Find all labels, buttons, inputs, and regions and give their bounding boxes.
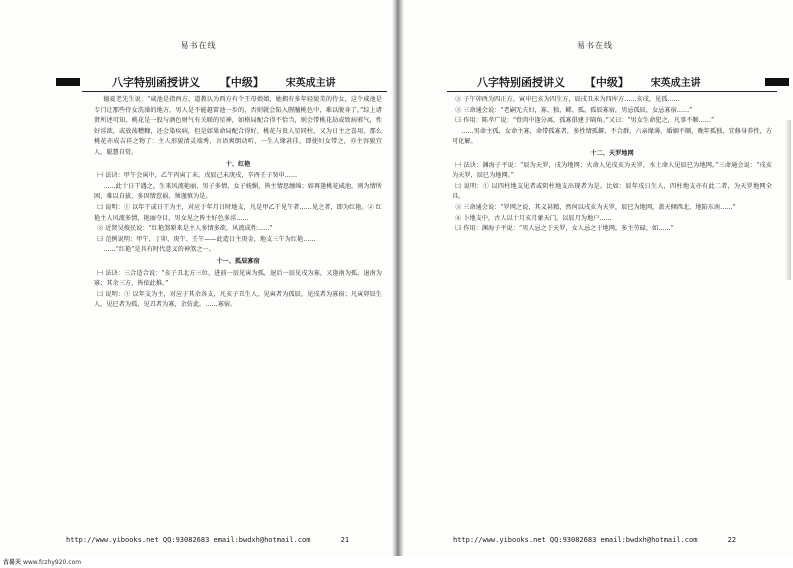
paragraph: ㈡ 说明：① 以四柱地支见者或阴柱地支出现者为是。比如：辰年戌日生人，四柱地支亦有此二者，为天罗地网全具。 bbox=[452, 182, 772, 201]
paragraph: ③ 子午卯酉为四正方，寅申巳亥为四生方，辰戌丑未为四库方……亥戌，见孤…… bbox=[455, 96, 680, 103]
level-label: 【中级】 bbox=[219, 76, 264, 89]
body-text bbox=[452, 95, 772, 235]
page-number: 21 bbox=[340, 536, 350, 544]
site-watermark bbox=[3, 557, 81, 566]
paragraph: 德夏老先生说：“咸池是指酉方，道教认为西方有个王母娘娘，她拥有多年轻貌美的侍女，这个咸池是专门让那些侍女洗澡的地方，男人是不能越雷池一步的，否则就会陷入腥膻桃色中，难以脱身了。”综上诸贤所述可知，桃花是一股与酒色财气有关联的星神，如格局配合得不恰当，则会带桃花劫或致病邪气，性好淫欲，或放荡糟糠，还会染疾病，但是如果命局配合得好，桃花与贵人星同柱，又为日主之喜用，那么桃花亦成吉祥之物了：主人形貌清灵端秀，言语爽朗动听，一生人缘甚佳，即使妇女带之，亦主容貌宜人，聪慧自赏。 bbox=[94, 96, 382, 156]
paragraph: ③ 近贤吴俊民说：“红艳煞原来是主人多情多欲，风流成性……” bbox=[97, 225, 273, 233]
paragraph: ④ 卜地支中，古人以十月亥月象天门，以辰月为地户…… bbox=[455, 214, 612, 222]
footer-url: http://www.yibooks.net QQ:93082683 email:bwdxh@hotmail.com bbox=[453, 536, 698, 544]
page-number: 22 bbox=[727, 536, 737, 544]
page-header: 易书在线 bbox=[180, 41, 217, 50]
paragraph: ㈠ 法诀：甲午会寅中，乙午丙寅丁未，戊辰己未庚戌，辛酉壬子癸申…… bbox=[97, 172, 298, 180]
right-page bbox=[397, 0, 793, 556]
page-footer bbox=[453, 536, 736, 544]
watermark-logo: 古易天 bbox=[3, 559, 22, 566]
level-label: 【中级】 bbox=[584, 76, 629, 89]
title-accent-bar bbox=[56, 78, 80, 86]
author-label: 宋英成主讲 bbox=[650, 78, 701, 89]
paragraph: ㈠ 法诀：三合适合说：“亥子丑北方三位，进前一辰见寅为孤，退后一辰见戌为寡，又逢南为孤，退南为寡；其余三方，皆依此推。” bbox=[94, 269, 382, 288]
author-label: 宋英成主讲 bbox=[285, 78, 336, 89]
paragraph: ……“红艳”是具有时代意义的神煞之一。 bbox=[103, 246, 215, 254]
scan-shadow bbox=[785, 120, 791, 280]
paragraph: ㈢ 范例说明：甲午、丁卯、庚午、壬午——此造日主庚金，地支三午为红艳…… bbox=[97, 235, 316, 243]
paragraph: ③ 三命通会说：“老嗣无夫妇，寡、独、鳏、孤。孤辰寡宿，男忌孤辰，女忌寡宿……” bbox=[455, 106, 693, 114]
paragraph: ③ 三命通会说：“罗网之说，其义甚精，然何以戌亥为天罗，辰巳为地网，盖天倾西北，地陷东南……” bbox=[455, 203, 736, 211]
lecture-title: 八字特别函授讲义 bbox=[112, 76, 200, 89]
watermark-url: www.fczhy920.com bbox=[22, 559, 82, 566]
lecture-title: 八字特别函授讲义 bbox=[477, 76, 565, 89]
paragraph: ㈠ 法诀：渊海子平说：“辰为天罗，戌为地网；火命人见戌亥为天罗，水土命人见辰巳为地网。”三命通会说：“戌亥为天罗，辰巳为地网。” bbox=[452, 161, 772, 180]
footer-url: http://www.yibooks.net QQ:93082683 email:bwdxh@hotmail.com bbox=[66, 536, 311, 544]
paragraph: ……男命主孤，女命主寡，命带孤寡者，多性情孤僻，不合群，六亲缘薄，婚姻不顺，晚年孤独，宜修身养性，方可化解。 bbox=[452, 127, 772, 146]
paragraph: ㈡ 说明：① 以年支为主，对应于其余各支，凡亥子丑生人，见寅者为孤辰，见戌者为寡宿；凡寅卯辰生人，见巳者为孤，见丑者为寡，余仿此。……寡宿。 bbox=[94, 290, 382, 309]
title-bar bbox=[447, 74, 777, 92]
page-header: 易书在线 bbox=[577, 41, 613, 50]
page-footer bbox=[66, 536, 349, 544]
section-heading: 十、红艳 bbox=[225, 160, 251, 168]
section-heading: 十一、孤辰寡宿 bbox=[216, 257, 260, 265]
left-page bbox=[0, 0, 397, 556]
section-heading: 十二、天罗地网 bbox=[590, 149, 634, 157]
paragraph: ……此十日干遇之，生来风流艳丽，男子多情，女子妩媚，皆主情思缠绵；如再逢桃花咸池，则为情所困，难以自拔，多因情惹祸，须谨慎为是。 bbox=[94, 182, 382, 201]
title-bar bbox=[82, 74, 387, 92]
paragraph: ㈡ 说明：① 以年干或日干为主，对应于年月日时地支，凡是甲乙干见午者……见之者，即为红艳。② 红艳主人风流多情，艳丽夺目，男女见之皆主好色多淫…… bbox=[94, 203, 382, 222]
body-text bbox=[94, 95, 382, 311]
paragraph: ㈢ 作用：陈孝广说：“骨肉中逢分离，孤寡俱建于隔角。”又曰：“男女生命犯之，凡事不顺……” bbox=[455, 117, 715, 125]
paragraph: ㈢ 作用：渊海子平说：“男人忌之于天罗，女人忌之于地网。多主劳碌，如……” bbox=[455, 225, 674, 233]
book-gutter bbox=[392, 0, 404, 556]
